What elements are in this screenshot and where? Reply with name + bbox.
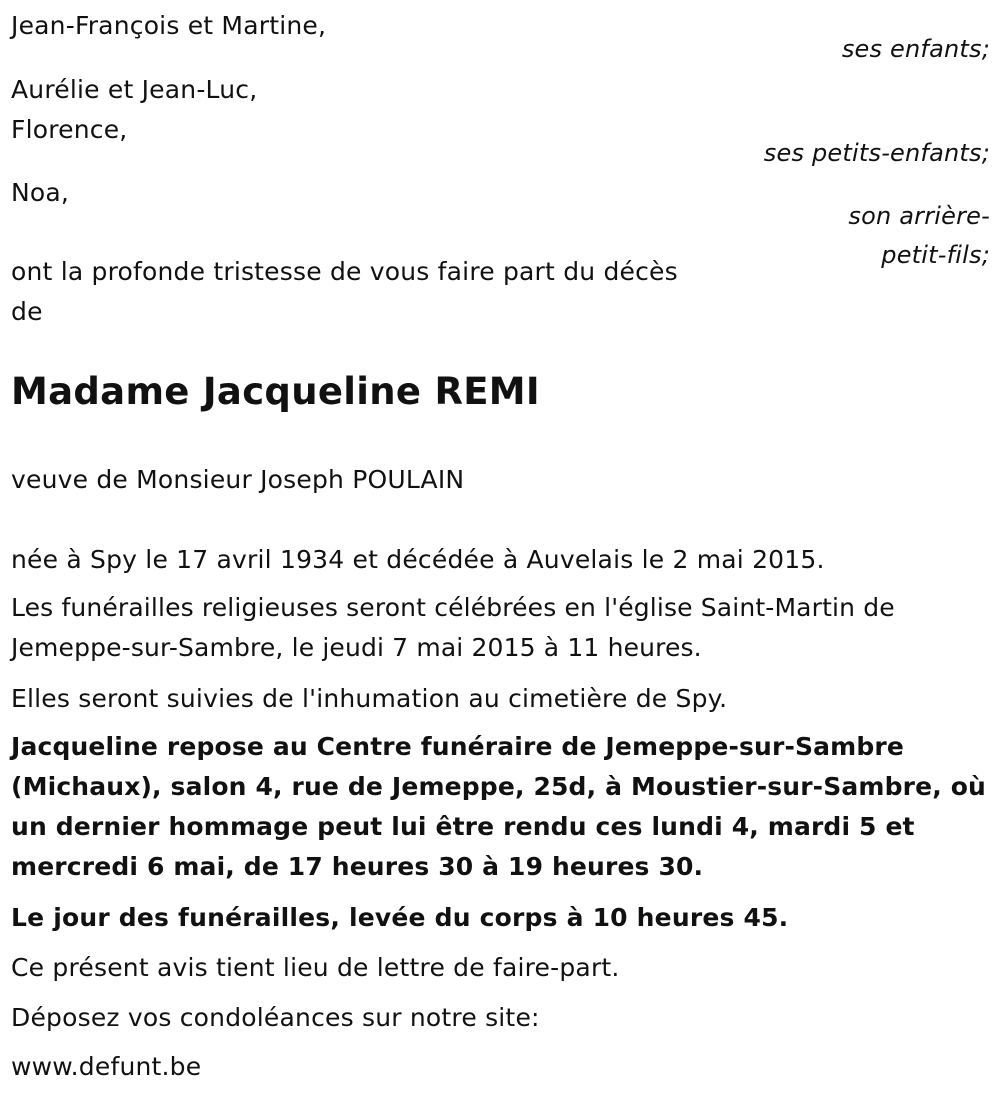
visitation-info: Jacqueline repose au Centre funéraire de Jemeppe-sur-Sambre (Michaux), salon 4, rue de Jemeppe, 25d, à Moustier-sur-Sambre, où un dernier hommage peut lui être rendu ces lundi 4, mardi 5 et mercredi 6 mai, de 17 heures 30 à 19 heures 30. bbox=[11, 732, 986, 881]
children-role: ses enfants; bbox=[841, 35, 990, 63]
children-names: Jean-François et Martine, bbox=[11, 11, 327, 40]
great-grandchild-role-line2: petit-fils; bbox=[881, 241, 990, 269]
departure-info: Le jour des funérailles, levée du corps à 10 heures 45. bbox=[11, 903, 789, 932]
announcement-line1: ont la profonde tristesse de vous faire part du décès bbox=[11, 257, 678, 286]
funeral-info: Les funérailles religieuses seront célébrées en l'église Saint-Martin de Jemeppe-sur-Sambre, le jeudi 7 mai 2015 à 11 heures. bbox=[11, 593, 895, 662]
grandchild-names-1: Aurélie et Jean-Luc, bbox=[11, 75, 258, 104]
grandchild-names-2: Florence, bbox=[11, 115, 128, 144]
widow-of: veuve de Monsieur Joseph POULAIN bbox=[11, 465, 465, 494]
burial-info: Elles seront suivies de l'inhumation au cimetière de Spy. bbox=[11, 684, 728, 713]
website-link[interactable]: www.defunt.be bbox=[11, 1052, 202, 1081]
condolences-info: Déposez vos condoléances sur notre site: bbox=[11, 1003, 540, 1032]
announcement-line2: de bbox=[11, 297, 43, 326]
great-grandchild-role-line1: son arrière- bbox=[848, 202, 990, 230]
birth-death-info: née à Spy le 17 avril 1934 et décédée à Auvelais le 2 mai 2015. bbox=[11, 545, 825, 574]
grandchildren-role: ses petits-enfants; bbox=[763, 139, 990, 167]
deceased-name: Madame Jacqueline REMI bbox=[11, 370, 540, 413]
notice-info: Ce présent avis tient lieu de lettre de faire-part. bbox=[11, 953, 620, 982]
great-grandchild-name: Noa, bbox=[11, 178, 70, 207]
